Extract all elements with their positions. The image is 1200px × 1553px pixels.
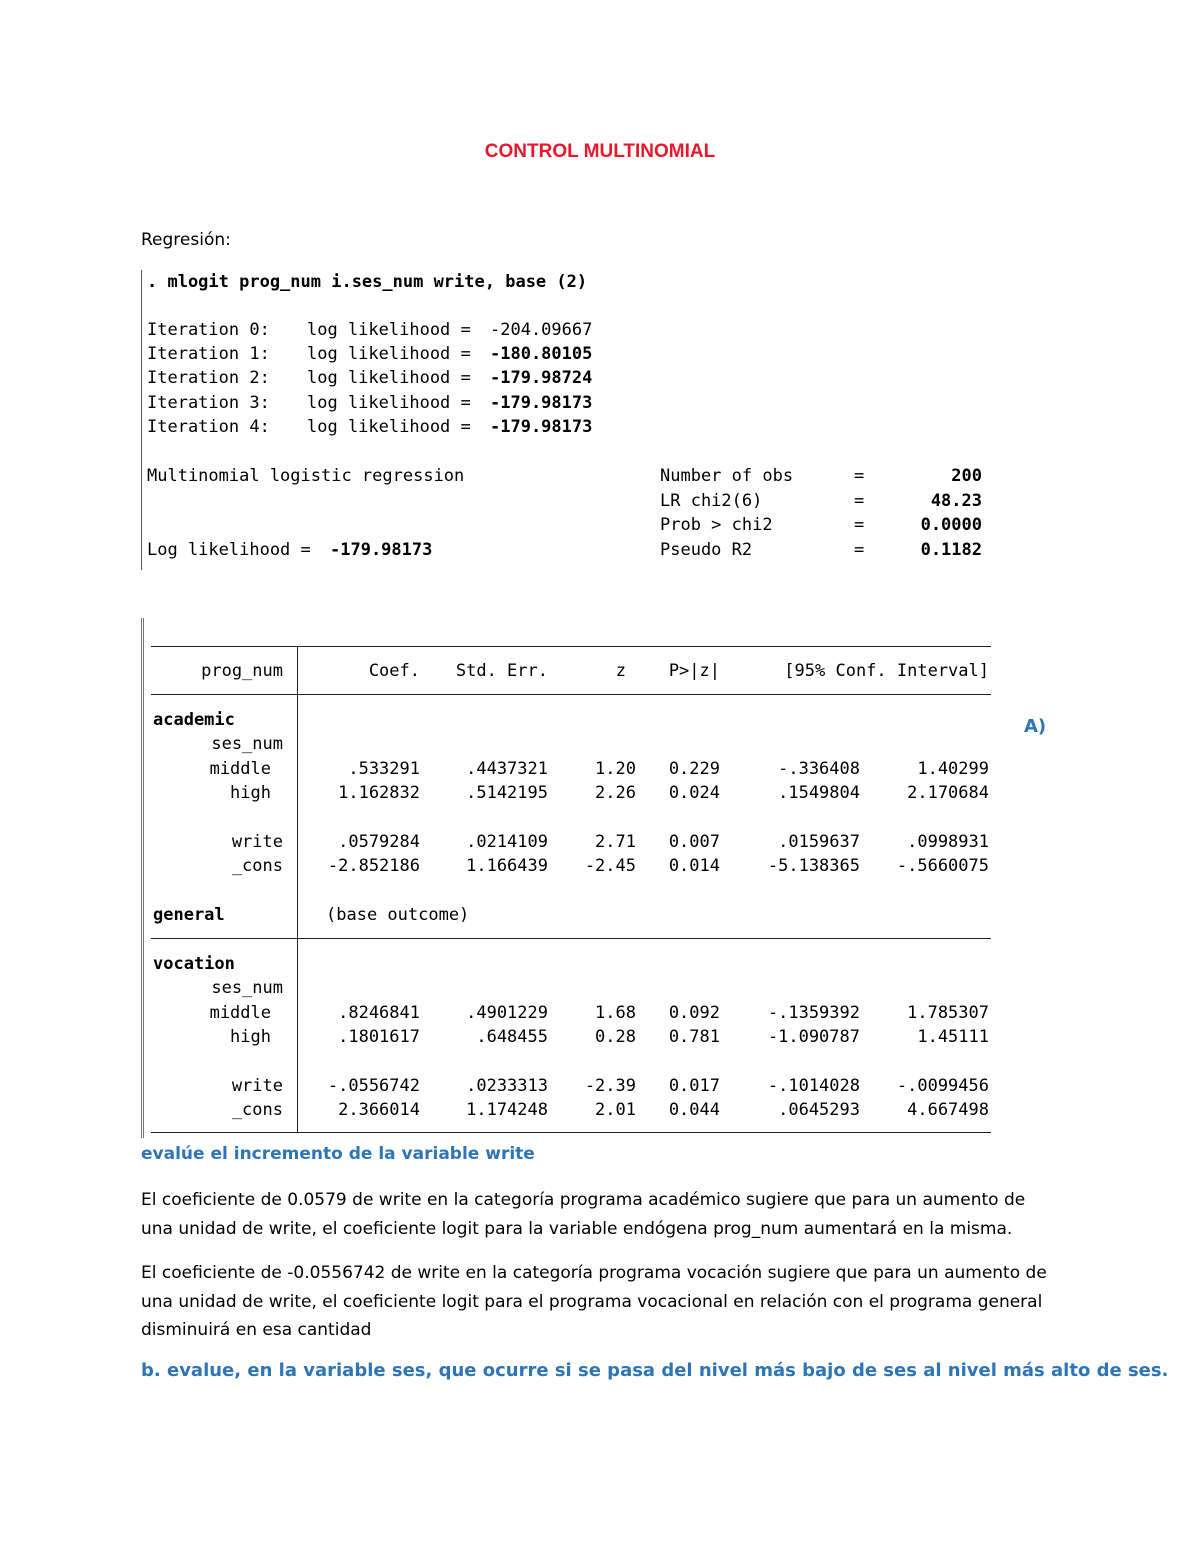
iteration-text: log likelihood = (307, 393, 481, 413)
page-title: CONTROL MULTINOMIAL (484, 141, 716, 162)
stat-value: 0.1182 (920, 540, 982, 560)
row-label: _cons (231, 856, 283, 876)
regression-table (141, 618, 1014, 1138)
row-label: _cons (231, 1100, 283, 1120)
question-b: b. evalue, en la variable ses, que ocurre si se pasa del nivel más bajo de ses al nivel más alto de ses. (141, 1360, 1169, 1381)
ci-high-cell: 1.785307 (907, 1003, 989, 1023)
stderr-cell: .0233313 (466, 1076, 548, 1096)
ci-high-cell: 2.170684 (907, 783, 989, 803)
iteration-label: Iteration 0: (147, 320, 270, 340)
ci-high-cell: -.5660075 (896, 856, 989, 876)
stat-eq: = (854, 540, 865, 560)
answer-paragraph-1: El coeficiente de 0.0579 de write en la categoría programa académico sugiere que para un aumento de una unidad de write, el coeficiente logit para la variable endógena prog_num aumentará en la misma. (141, 1190, 1026, 1239)
iteration-label: Iteration 1: (147, 344, 270, 364)
outcome-general: general (153, 905, 225, 925)
p-cell: 0.092 (668, 1003, 720, 1023)
iteration-value: -179.98724 (490, 368, 593, 388)
stat-label: Prob > chi2 (660, 515, 773, 535)
stat-value: 0.0000 (920, 515, 982, 535)
z-cell: 1.20 (595, 759, 636, 779)
header-z: z (615, 661, 626, 681)
stderr-cell: .0214109 (466, 832, 548, 852)
header-prog-num: prog_num (201, 661, 283, 681)
row-label: middle (209, 1003, 271, 1023)
ci-low-cell: -.1359392 (767, 1003, 860, 1023)
row-label: high (230, 783, 271, 803)
stat-value: 200 (951, 466, 982, 486)
ci-high-cell: 4.667498 (907, 1100, 989, 1120)
coef-cell: .1801617 (338, 1027, 420, 1047)
z-cell: 0.28 (595, 1027, 636, 1047)
coef-cell: -2.852186 (327, 856, 420, 876)
stata-log (141, 270, 1012, 570)
ll-label: Log likelihood = (147, 540, 321, 560)
stderr-cell: 1.166439 (466, 856, 548, 876)
row-label: write (231, 1076, 283, 1096)
ci-low-cell: -1.090787 (767, 1027, 860, 1047)
stat-label: Number of obs (660, 466, 794, 486)
coef-cell: 2.366014 (338, 1100, 420, 1120)
stat-label: Pseudo R2 (660, 540, 753, 560)
iteration-label: Iteration 3: (147, 393, 270, 413)
stderr-cell: .5142195 (466, 783, 548, 803)
z-cell: 2.26 (595, 783, 636, 803)
p-cell: 0.044 (668, 1100, 720, 1120)
p-cell: 0.781 (668, 1027, 720, 1047)
header-std-err: Std. Err. (455, 661, 548, 681)
outcome-academic: academic (153, 710, 235, 730)
table-bottom-rule (151, 1132, 991, 1133)
section-rule (151, 938, 991, 939)
stat-eq: = (854, 515, 865, 535)
row-label: high (230, 1027, 271, 1047)
p-cell: 0.007 (668, 832, 720, 852)
p-cell: 0.017 (668, 1076, 720, 1096)
stderr-cell: .4437321 (466, 759, 548, 779)
ci-high-cell: .0998931 (907, 832, 989, 852)
section-label: Regresión: (141, 230, 231, 250)
model-name: Multinomial logistic regression (147, 466, 465, 486)
answer-marker: A) (1024, 716, 1047, 737)
p-cell: 0.014 (668, 856, 720, 876)
z-cell: -2.39 (584, 1076, 636, 1096)
answer-paragraph-2: El coeficiente de -0.0556742 de write en la categoría programa vocación sugiere que para un aumento de una unidad de write, el coeficiente logit para el programa vocacional en relación con el programa general disminuirá en esa cantidad (141, 1263, 1047, 1340)
iteration-value: -179.98173 (490, 393, 593, 413)
iteration-value: -204.09667 (490, 320, 593, 340)
ci-low-cell: .0159637 (778, 832, 860, 852)
ci-low-cell: -5.138365 (767, 856, 860, 876)
variable-group: ses_num (211, 978, 283, 998)
ci-high-cell: 1.45111 (917, 1027, 989, 1047)
ci-low-cell: -.336408 (778, 759, 860, 779)
iteration-text: log likelihood = (307, 320, 481, 340)
coef-cell: -.0556742 (327, 1076, 420, 1096)
iteration-value: -179.98173 (490, 417, 593, 437)
ci-low-cell: .0645293 (778, 1100, 860, 1120)
iteration-label: Iteration 4: (147, 417, 270, 437)
iteration-value: -180.80105 (490, 344, 593, 364)
header-rule (151, 694, 991, 695)
coef-cell: 1.162832 (338, 783, 420, 803)
question-a: evalúe el incremento de la variable write (141, 1144, 535, 1164)
ci-low-cell: -.1014028 (767, 1076, 860, 1096)
p-cell: 0.024 (668, 783, 720, 803)
variable-group: ses_num (211, 734, 283, 754)
row-label: write (231, 832, 283, 852)
ci-low-cell: .1549804 (778, 783, 860, 803)
stderr-cell: .648455 (476, 1027, 548, 1047)
header-coef: Coef. (368, 661, 420, 681)
z-cell: 1.68 (595, 1003, 636, 1023)
iteration-label: Iteration 2: (147, 368, 270, 388)
stat-label: LR chi2(6) (660, 491, 763, 511)
table-top-rule (151, 646, 991, 647)
coef-cell: .0579284 (338, 832, 420, 852)
coef-cell: .533291 (348, 759, 420, 779)
base-outcome-note: (base outcome) (326, 905, 470, 925)
header-conf-interval: [95% Conf. Interval] (784, 661, 989, 681)
stderr-cell: 1.174248 (466, 1100, 548, 1120)
stat-eq: = (854, 466, 865, 486)
stat-eq: = (854, 491, 865, 511)
stat-value: 48.23 (930, 491, 982, 511)
stderr-cell: .4901229 (466, 1003, 548, 1023)
ci-high-cell: -.0099456 (896, 1076, 989, 1096)
column-divider (297, 646, 298, 1132)
ci-high-cell: 1.40299 (917, 759, 989, 779)
outcome-vocation: vocation (153, 954, 235, 974)
z-cell: 2.01 (595, 1100, 636, 1120)
z-cell: 2.71 (595, 832, 636, 852)
z-cell: -2.45 (584, 856, 636, 876)
row-label: middle (209, 759, 271, 779)
coef-cell: .8246841 (338, 1003, 420, 1023)
p-cell: 0.229 (668, 759, 720, 779)
iteration-text: log likelihood = (307, 344, 481, 364)
iteration-text: log likelihood = (307, 417, 481, 437)
header-p: P>|z| (668, 661, 720, 681)
ll-value: -179.98173 (330, 540, 433, 560)
command-line: . mlogit prog_num i.ses_num write, base (2) (147, 272, 588, 292)
iteration-text: log likelihood = (307, 368, 481, 388)
